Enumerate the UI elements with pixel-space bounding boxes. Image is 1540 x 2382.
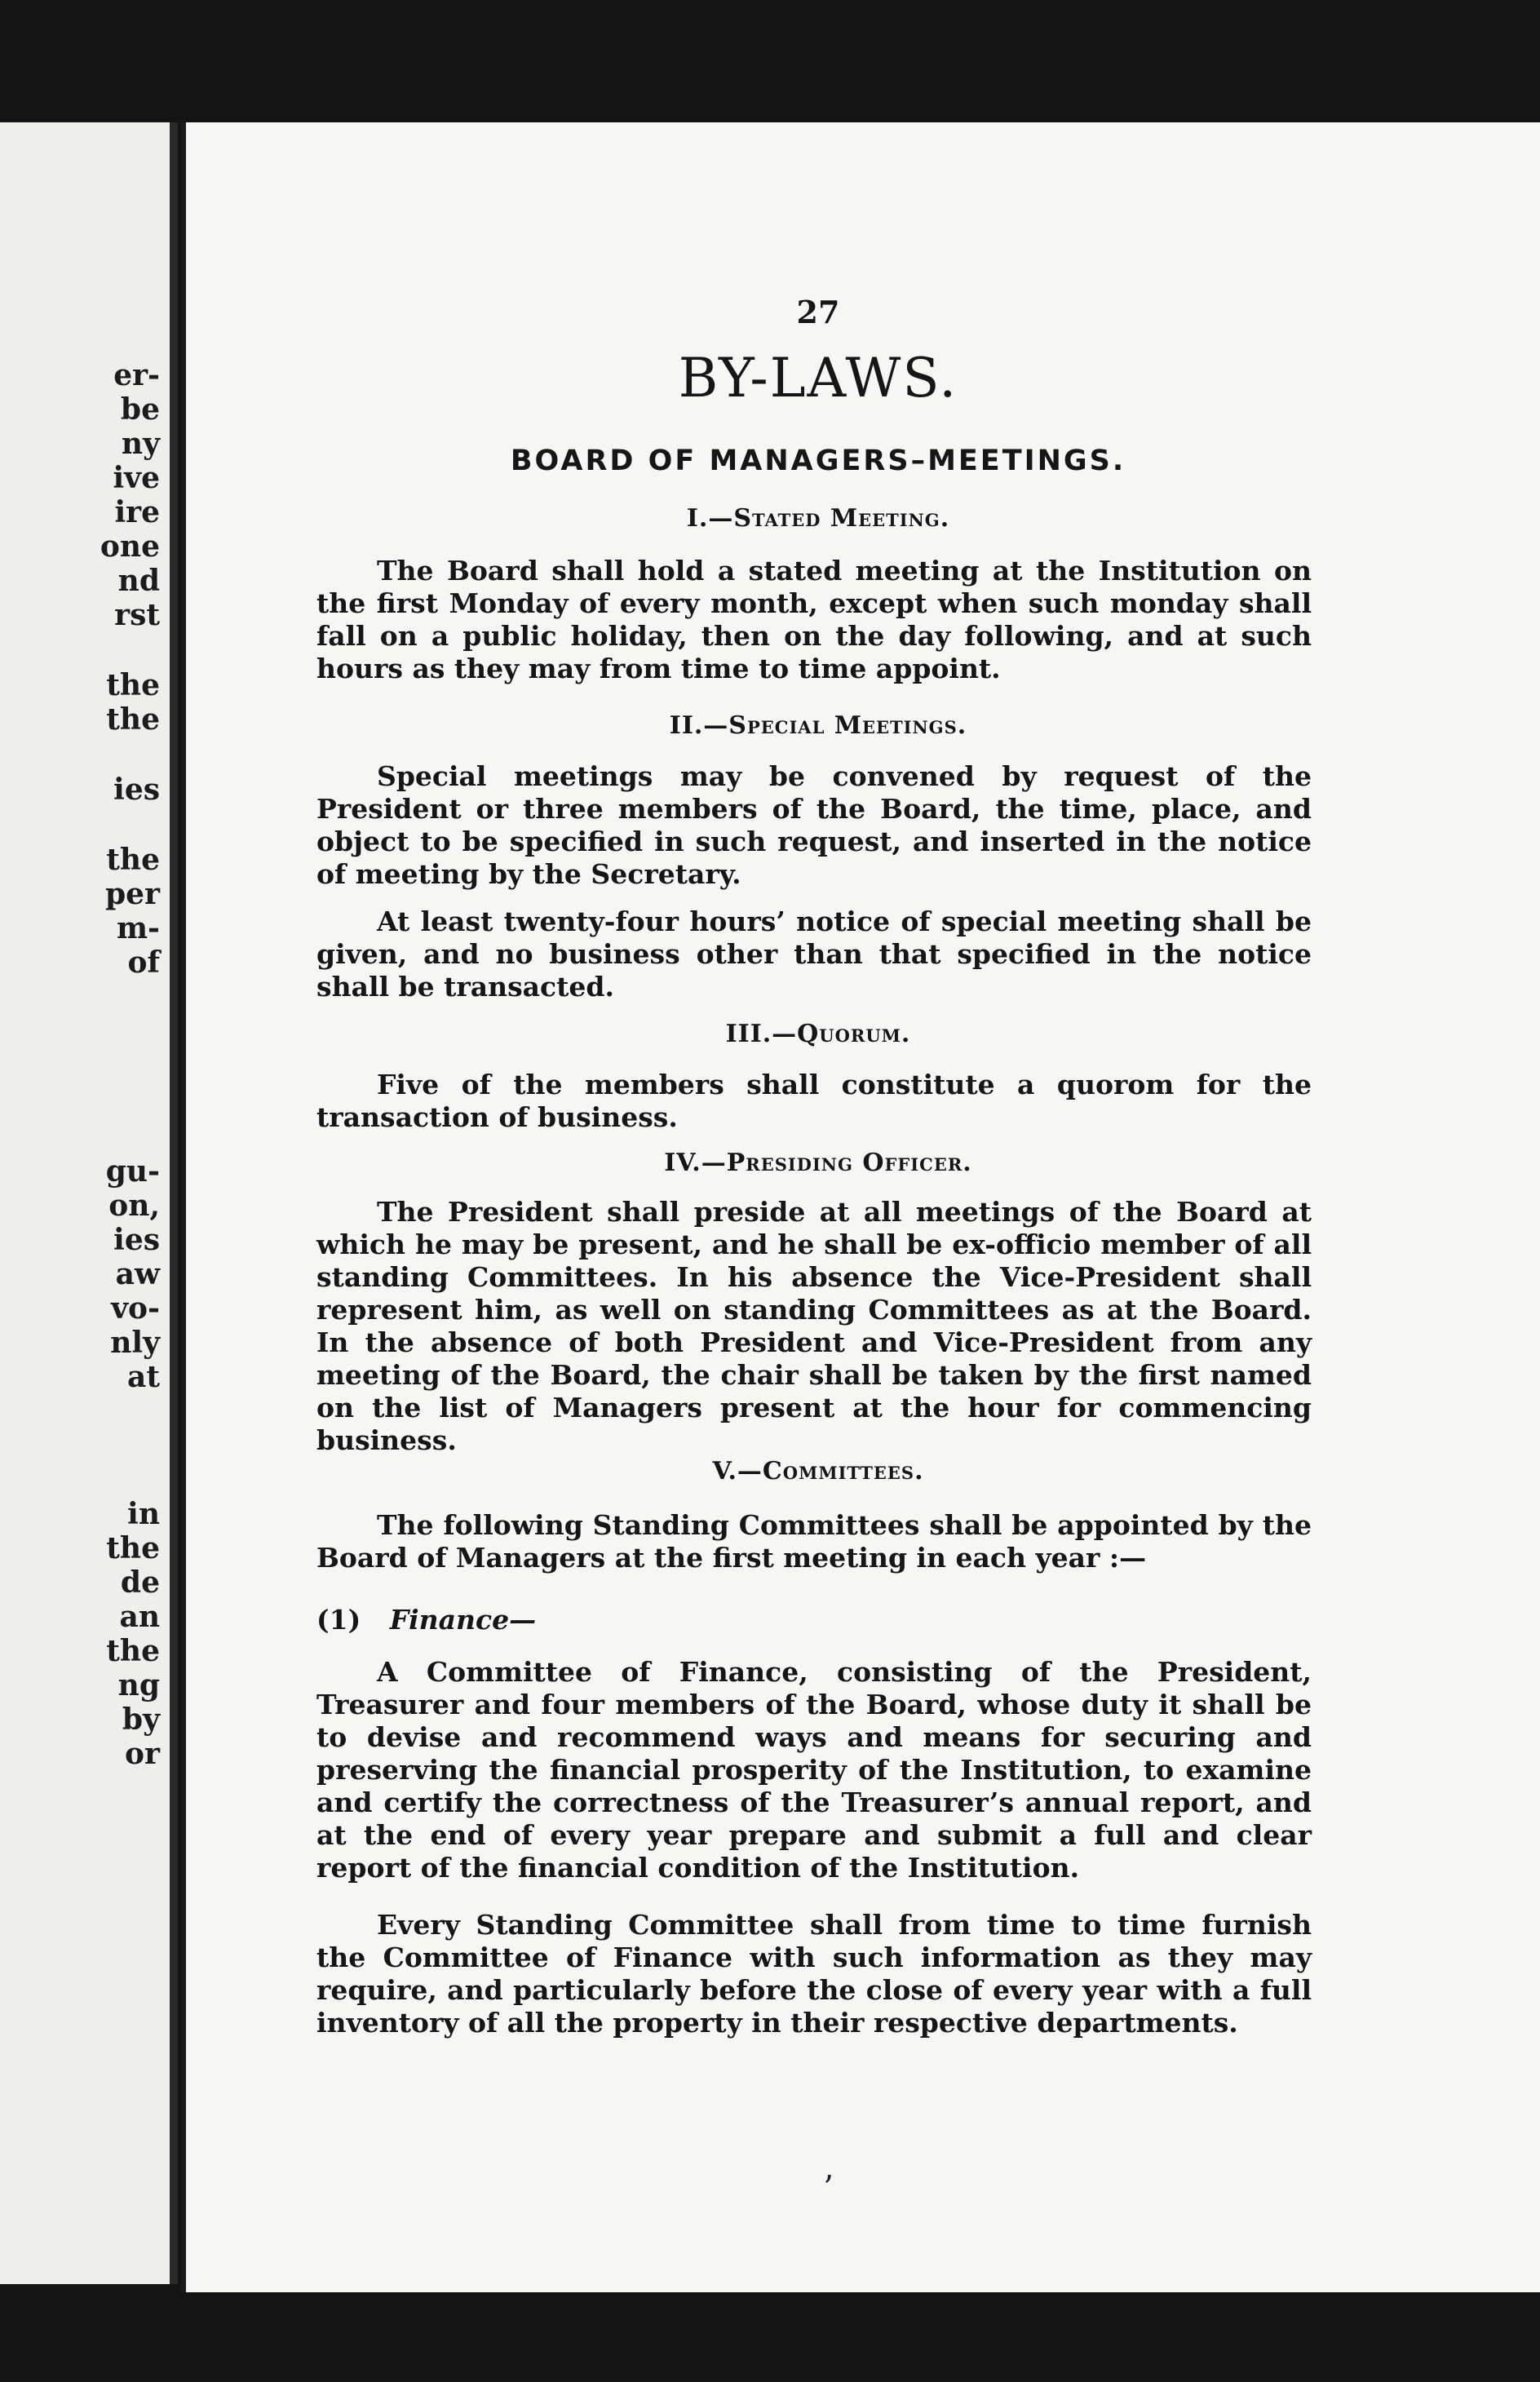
- fragment: nly: [110, 1326, 160, 1360]
- section-paragraph: The Board shall hold a stated meeting at the Institution on the first Monday of every month, except when such monday shall fall on a public holiday, then on the day following, and at such hours as they may from time to time appoint.: [316, 555, 1312, 684]
- subsection-paragraph: Every Standing Committee shall from time to time furnish the Committee of Finance with such information as they may require, and particularly before the close of every year with a full inventory of all the property in their respective departments.: [316, 1909, 1312, 2039]
- fragment: ive: [113, 461, 160, 495]
- fragment: ng: [117, 1668, 160, 1702]
- page-title: BY-LAWS.: [678, 347, 958, 410]
- fragment: the: [106, 668, 160, 702]
- fragment: ies: [113, 1223, 160, 1257]
- subsection-name: Finance—: [389, 1604, 537, 1636]
- fragment: by: [122, 1702, 160, 1737]
- subsection-paragraph: A Committee of Finance, consisting of the President, Treasurer and four members of the Board, whose duty it shall be to devise and recommend ways and means for securing and preserving the financial prosperity of the Institution, to examine and certify the correctness of the Treasurer’s annual report, and at the end of every year prepare and submit a full and clear report of the financial condition of the Institution.: [316, 1656, 1312, 1884]
- ink-mark: ʼ: [822, 2170, 833, 2207]
- section-heading-presiding-officer: IV.—Presiding Officer.: [664, 1149, 972, 1177]
- section-heading-committees: V.—Committees.: [712, 1457, 924, 1485]
- fragment: an: [119, 1600, 160, 1634]
- section-paragraph: The following Standing Committees shall be appointed by the Board of Managers at the first meeting in each year :—: [316, 1509, 1312, 1574]
- fragment: in: [127, 1497, 160, 1531]
- section-heading-special-meetings: II.—Special Meetings.: [669, 711, 967, 740]
- fragment: m-: [116, 911, 160, 945]
- fragment: aw: [115, 1257, 160, 1291]
- fragment: vo-: [111, 1291, 160, 1326]
- section-paragraph: Special meetings may be convened by request of the President or three members of the Board, the time, place, and object to be specified in such request, and inserted in the notice of meeting by the Secretary.: [316, 760, 1312, 890]
- fragment: ny: [121, 427, 160, 461]
- book-page: [181, 122, 1540, 2292]
- section-paragraph: The President shall preside at all meetings of the Board at which he may be present, and he shall be ex-officio member of all standing Committees. In his absence the Vice-President shall represent him, as well on standing Committees as at the Board. In the absence of both President and Vice-President from any meeting of the Board, the chair shall be taken by the first named on the list of Managers present at the hour for commencing business.: [316, 1196, 1312, 1456]
- fragment: the: [106, 1531, 160, 1565]
- fragment: or: [125, 1737, 160, 1771]
- section-heading-quorum: III.—Quorum.: [725, 1020, 911, 1048]
- subsection-number: (1): [316, 1604, 361, 1636]
- fragment: on,: [108, 1189, 160, 1223]
- fragment: per: [104, 877, 160, 911]
- section-paragraph: At least twenty-four hours’ notice of special meeting shall be given, and no business other than that specified in the notice shall be transacted.: [316, 905, 1312, 1003]
- fragment: the: [106, 702, 160, 737]
- fragment: be: [120, 392, 160, 427]
- fragment: gu-: [105, 1154, 160, 1189]
- fragment: ies: [113, 773, 160, 807]
- fragment: rst: [114, 598, 160, 632]
- page-subtitle: BOARD OF MANAGERS–MEETINGS.: [510, 445, 1126, 477]
- fragment: er-: [113, 358, 160, 392]
- fragment: the: [106, 843, 160, 877]
- subsection-heading-finance: [316, 1604, 536, 1636]
- fragment: ire: [114, 495, 160, 529]
- fragment: one: [100, 529, 160, 564]
- fragment: the: [106, 1634, 160, 1668]
- book-gutter: [170, 122, 178, 2284]
- fragment: de: [120, 1565, 160, 1600]
- fragment: nd: [117, 564, 160, 598]
- section-paragraph: Five of the members shall constitute a quorom for the transaction of business.: [316, 1069, 1312, 1133]
- fragment: of: [127, 945, 160, 980]
- fragment: at: [127, 1360, 160, 1394]
- previous-page: [0, 122, 170, 2284]
- section-heading-stated-meeting: I.—Stated Meeting.: [686, 504, 950, 533]
- page-number: 27: [796, 294, 840, 330]
